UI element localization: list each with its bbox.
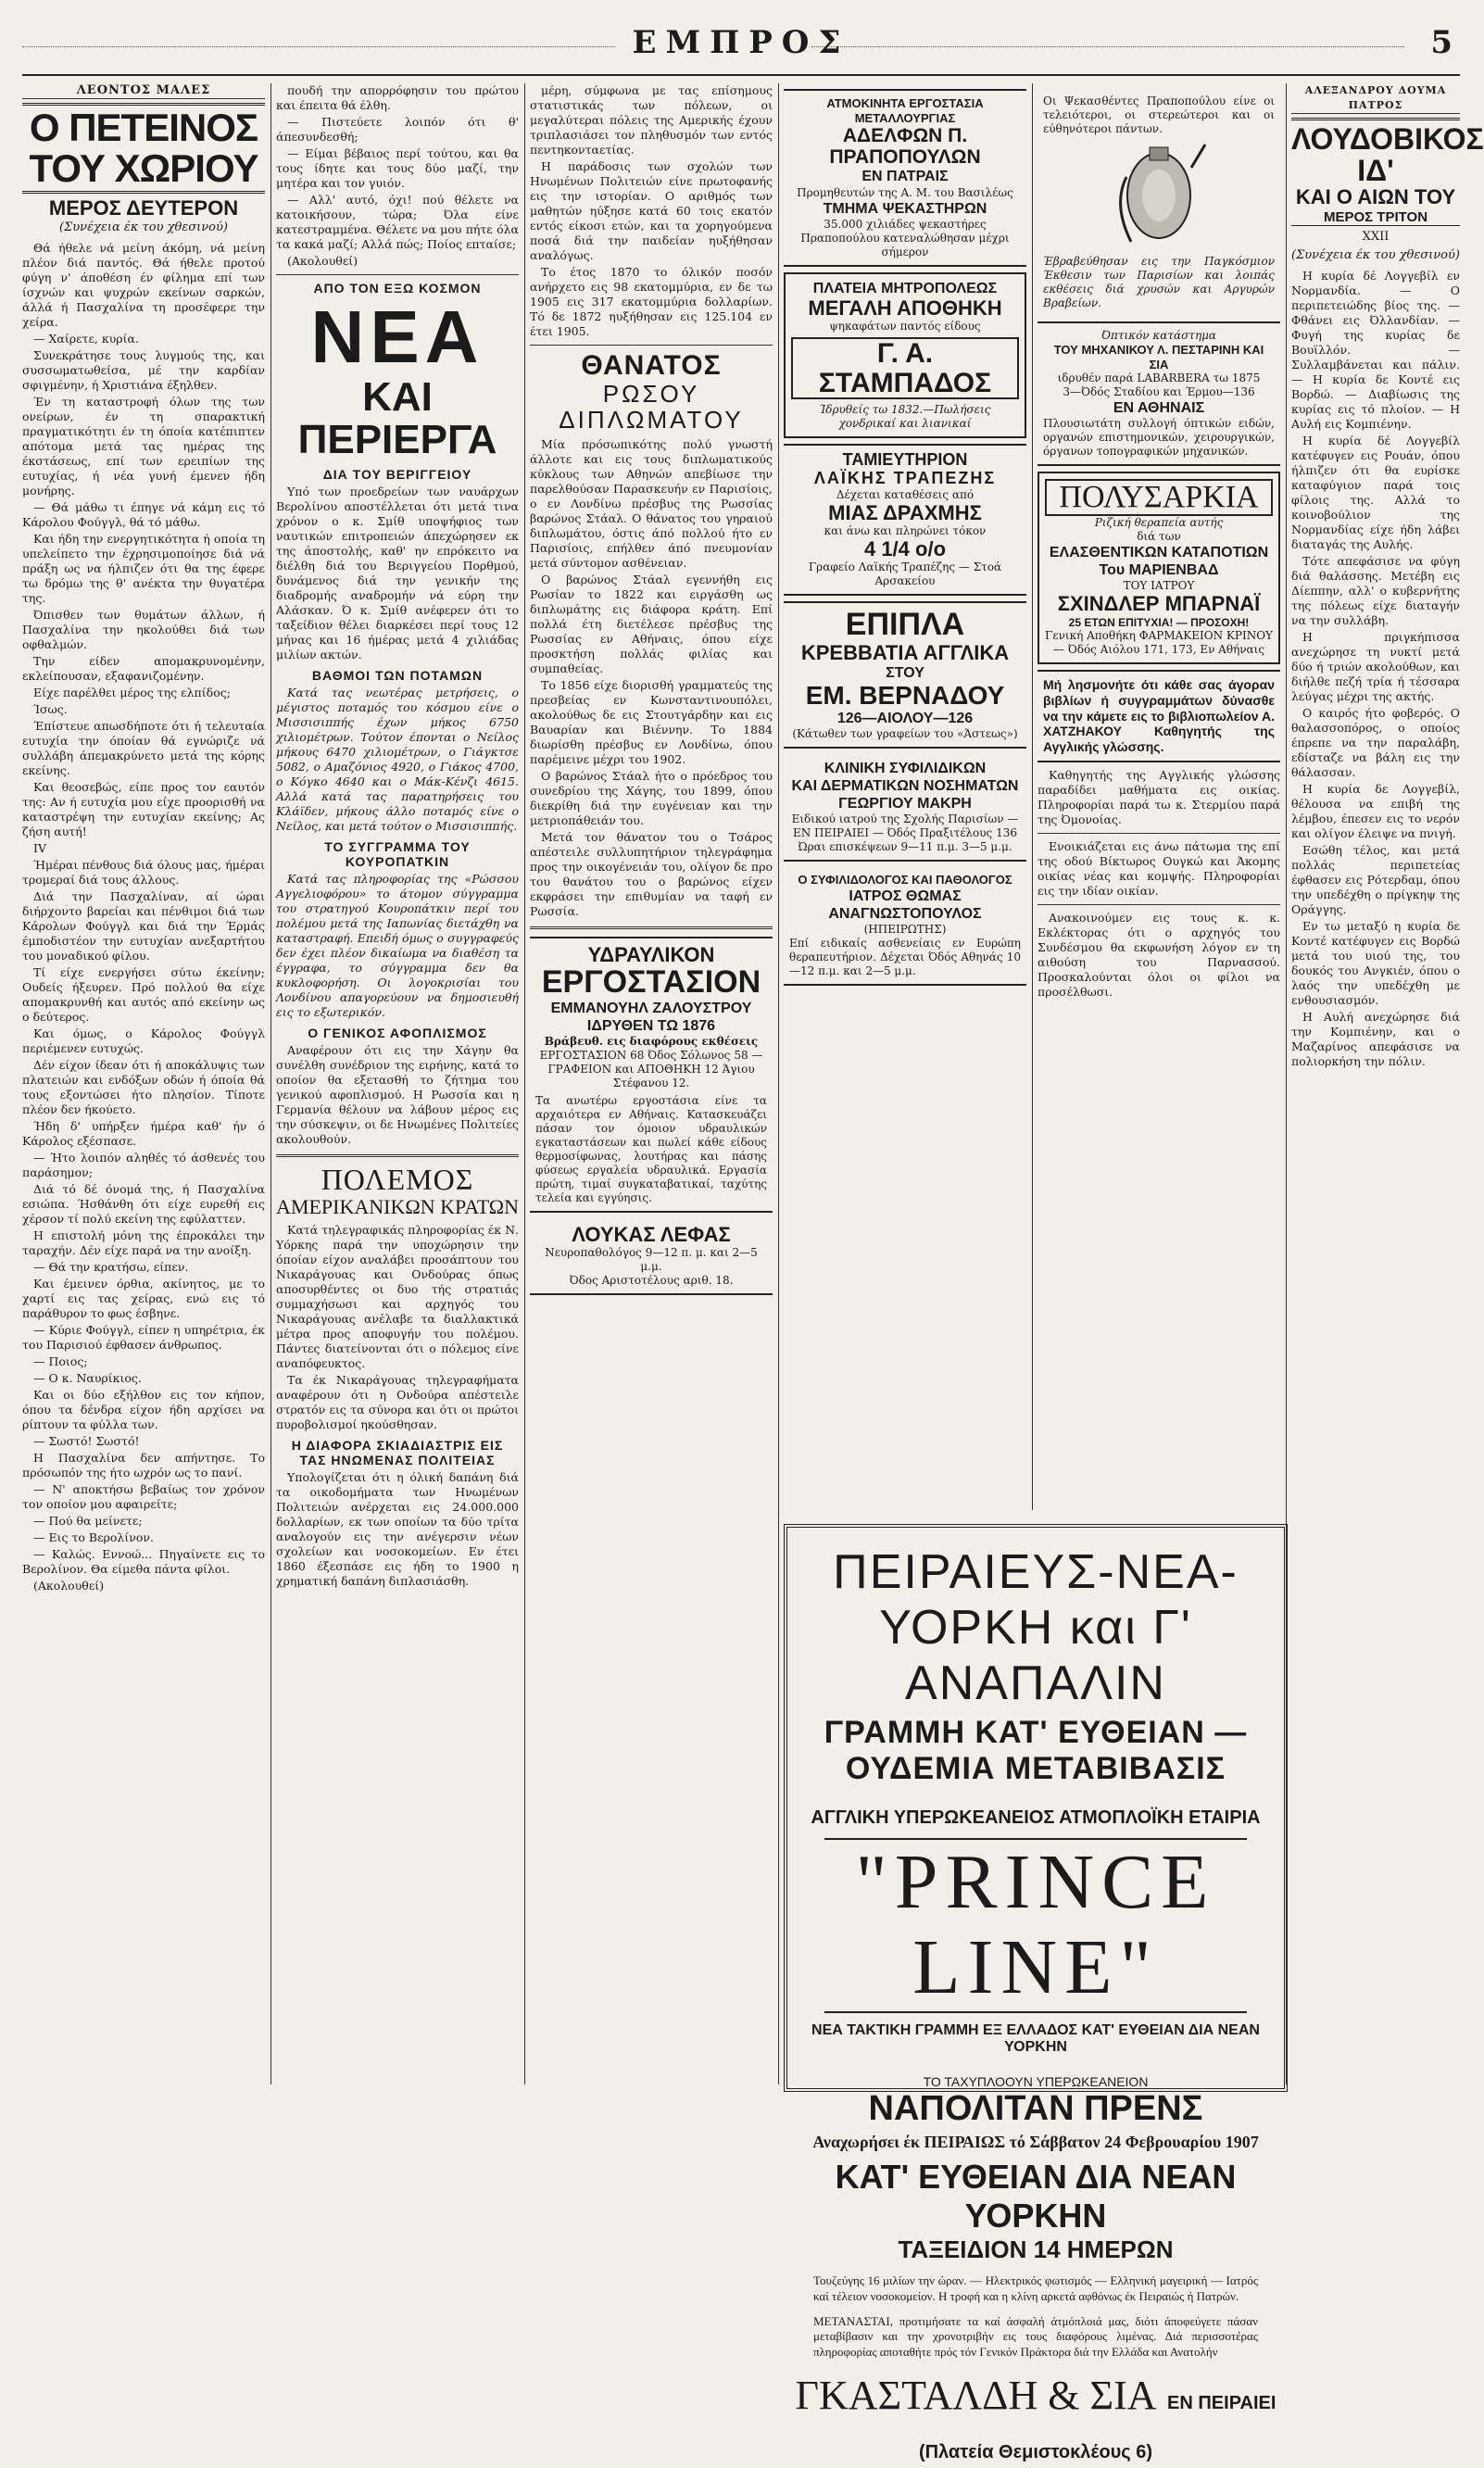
ad-address: ΕΡΓΟΣΤΑΣΙΟΝ 68 Όδος Σόλωνος 58 — ΓΡΑΦΕΙΟΝ και ΑΠΟΘΗΚΗ 12 Άγιου Στέφανου 12.: [539, 1048, 763, 1089]
chapter-number: XXII: [1362, 230, 1390, 245]
paragraph: — Πιστεύετε λοιπόν ότι θ' άπεσυνδεσθή;: [276, 115, 519, 144]
ad-text: ΜΕΓΑΛΗ ΑΠΟΘΗΚΗ: [808, 296, 1002, 320]
paragraph: Ήμέραι πένθους διά όλους μας, ήμέραι τρομεραί διά τους άλλους.: [22, 858, 265, 888]
ad-text: Οι Ψεκασθέντες Πραποπούλου είνε οι τελειότεροι, οι στερεώτεροι και οι εύθηνότεροι πάντων.: [1043, 94, 1275, 135]
page-number: 5: [1430, 24, 1453, 61]
ad-text: ψηκαφάτων παντός είδους: [829, 320, 981, 334]
serial-body: [22, 241, 265, 1593]
paragraph: Η επιστολή μόνη της έπροκάλει την ταραχήν. Δέν είχε παρά να την ανοίξη.: [22, 1228, 265, 1258]
serial-title: ΛΟΥΔΟΒΙΚΟΣ ΙΔ': [1291, 118, 1460, 186]
serial-part: ΜΕΡΟΣ ΤΡΙΤΟΝ: [1291, 210, 1460, 226]
ad-name: ΛΟΥΚΑΣ ΛΕΦΑΣ: [572, 1222, 731, 1246]
ad-title: ΠΟΛΥΣΑΡΚΙΑ: [1045, 479, 1273, 516]
paragraph: Θά ήθελε νά μείνη άκόμη, νά μείνη πλέον διά παντός. Θά ήθελε προτού φύγη ν' άποθέση έν φίλημα επί των ίσχνών και ψυχρών εκείνων σαρκών, άλλά ή Πασχαλίνα τη προσέφερε την χείρα.: [22, 241, 265, 330]
paragraph: Όπισθεν των θυμάτων άλλων, ή Πασχαλίνα την ηκολούθει διά των οφθαλμών.: [22, 608, 265, 652]
ad-founded: ΙΔΡΥΘΕΝ ΤΩ 1876: [586, 1017, 716, 1034]
ship-name: ΝΑΠΟΛΙΤΑΝ ΠΡΕΝΣ: [868, 2088, 1203, 2128]
ad-text: διά των: [1137, 530, 1181, 544]
ad-text: Γραφείο Λαϊκής Τραπέζης — Στοά Αρσακείου: [808, 560, 1002, 588]
author-label: ΑΛΕΞΑΝΔΡΟΥ ΔΟΥΜΑ ΠΑΤΡΟΣ: [1291, 83, 1460, 114]
ad-text: (ΗΠΕΙΡΩΤΗΣ): [863, 923, 947, 937]
article-heading: Η ΔΙΑΦΟΡΑ ΣΚΙΑΔΙΑΣΤΡΙΣ ΕΙΣ ΤΑΣ ΗΝΩΜΕΝΑΣ ΠΟΛΙΤΕΙΑΣ: [291, 1438, 504, 1468]
article-text: Κατά τας πληροφορίας της «Ρώσσου Αγγελιοφόρου» το άτομον σύγγραμμα του στρατηγού Κουροπάτκιν περί του πολέμου μετά της Ιαπωνίας διετάχθη να καταστραφή. Επειδή όμως ο συγγραφεύς δεν έχει πλέον δικαίωμα να διαθέση τα έγγραφα, το σύγγραμμα δεν θα κυκλοφορήση. Οι λογοκρισίαι του Λονδίνου απαγορεύουν να δημοσιευθή εις το εξωτερικόν.: [276, 872, 519, 1020]
paragraph: πουδή την απορρόφησιν του πρώτου και έπειτα θά έλθη.: [276, 83, 519, 112]
ad-text: Νευροπαθολόγος 9—12 π. μ. και 2—5 μ.μ.: [545, 1246, 758, 1274]
ad-optician: [1038, 321, 1280, 466]
paragraph: — Είμαι βέβαιος περί τούτου, και θα τους ίδητε και τους δύο μαζί, την μητέρα και τον γυιόν.: [276, 146, 519, 190]
news-subtitle: ΚΑΙ ΠΕΡΙΕΡΓΑ: [297, 374, 497, 463]
line-name: "PRINCE LINE": [824, 1838, 1247, 2013]
ad-city: ΕΝ ΑΘΗΝΑΙΣ: [1113, 400, 1205, 417]
ad-text: ΠΛΑΤΕΙΑ ΜΗΤΡΟΠΟΛΕΩΣ: [812, 280, 998, 296]
serial-body: [1291, 269, 1460, 1069]
column-news-2: [530, 83, 773, 2094]
ad-title: ΑΤΜΟΚΙΝΗΤΑ ΕΡΓΟΣΤΑΣΙΑ ΜΕΤΑΛΛΟΥΡΓΙΑΣ: [826, 96, 984, 125]
paragraph: — Ν' αποκτήσω βεβαίως τον χρόνον τον οποίον μου αφαιρείτε;: [22, 1482, 265, 1512]
route-title: ΠΕΙΡΑΙΕΥΣ-ΝΕΑ-ΥΟΡΚΗ και Γ' ΑΝΑΠΑΛΙΝ: [833, 1545, 1239, 1710]
ad-text: Επί ειδικαίς ασθενείαις εν Ευρώπη θεραπευτήριον. Δέχεται Όδός Αθηνάς 10—12 π.μ. και 2—5 μ.μ.: [789, 937, 1021, 978]
ad-text: Ειδικού ιατρού της Σχολής Παρισίων — ΕΝ ΠΕΙΡΑΙΕΙ — Όδός Πραξιτέλους 136: [791, 812, 1019, 840]
ad-rate: 4 1/4 ο/ο: [863, 536, 947, 560]
ad-product: Του ΜΑΡΙΕΝΒΑΔ: [1099, 562, 1219, 579]
paragraph: Διά την Πασχαλίναν, αί ώραι διήρχοντο βαρείαι και πένθιμοι διά των Κάρολων Φούγγλ και διά την Έρμάς έμποδιστέον την ευτυχίαν ανεξαρτήτου του μοναδικού φίλου.: [22, 889, 265, 963]
author-label: ΛΕΟΝΤΟΣ ΜΑΛΕΣ: [22, 83, 265, 99]
divider: [530, 926, 773, 929]
paragraph: Συνεκράτησε τους λυγμούς της, και συσσωματωθείσα, μέ την καρδίαν σφιγμένην, ή Χριστιάνα έξηλθεν.: [22, 348, 265, 393]
paragraph: Έν τη καταστροφή όλων της των ονείρων, έν τη σπαρακτική πραγματικότητι έν τη όποία κατέπιπτεν απότομα μετά τας ημέρας της έκστάσεως, επί των ερειπίων της ευτυχίας, ή νέα γυνή έμενεν ήδη μονήρης.: [22, 395, 265, 498]
ad-text: ΣΤΟΥ: [886, 664, 924, 681]
ad-address: 126—ΑΙΟΛΟΥ—126: [836, 710, 974, 726]
paragraph: Και όμως, ο Κάρολος Φούγγλ περιέμενεν ευτυχώς.: [22, 1026, 265, 1056]
ad-bookshop: [1038, 670, 1280, 762]
paragraph: — Θά μάθω τι έπηγε νά κάμη εις τό Κάρολου Φούγγλ, θά τό μάθω.: [22, 500, 265, 530]
paragraph: — Αλλ' αυτό, όχι! πού θέλετε να κατοικήσουν, τώρα; Όλα είνε κατεστραμμένα. Θέλετε να μου πήτε όλα τα κακά μαζί; Αλλά πώς; Ποίος επταίσε;: [276, 193, 519, 251]
paragraph: Η κυρία δε Λογγεβίλ, θέλουσα να επιβή της λέμβου, έπεσεν εις το νερόν και ολίγον έλειψε να πνιγή.: [1291, 782, 1460, 841]
paragraph: — Καλώς. Εννοώ... Πηγαίνετε εις το Βερολίνον. Θα είμεθα πάντα φίλοι.: [22, 1547, 265, 1577]
paragraph: — Πού θα μείνετε;: [33, 1514, 143, 1529]
voyage-days: ΤΑΞΕΙΔΙΟΝ 14 ΗΜΕΡΩΝ: [898, 2235, 1174, 2263]
paragraph: IV: [33, 841, 46, 856]
article-text: Το έτος 1870 το όλικόν ποσόν ανήρχετο εις 98 εκατομμύρια, εν δε τω 1905 εις 317 εκατομμύρια δολλαρίων. Τό δε 1872 ηυξήθησαν εις 125.104 εν έτει 1905.: [530, 265, 773, 338]
ad-title: ΚΛΙΝΙΚΗ ΣΥΦΙΛΙΔΙΚΩΝ: [824, 760, 987, 776]
newspaper-page: [22, 19, 1484, 2463]
article-text: Υπό των προεδρείων των ναυάρχων Βερολίνου αποστέλλεται ότι μετά τινα χρόνον ο κ. Σμίθ υποψήφιος των ναυτικών επιτροπειών άπεχώρησεν εκ της άποστολής, καθ' ην επρόκειτο να διέλθη διά του Βεριγγείου Πορθμού, δυνάμενος διά την γενικήν της διαδρομής αναδρομήν νά εύρη την Αλάσκαν. Ό κ. Σμίθ ανέφερεν ότι το ταξείδιον θέλει διαρκέσει περί τους 12 μήνας και 16 ήμέρας μετά 4 χιλιάδας μιλίων ακτών.: [276, 485, 519, 662]
ad-title: ΕΠΙΠΛΑ: [845, 607, 965, 643]
masthead: [22, 19, 1460, 76]
article-text: Ο βαρώνος Στάαλ ήτο ο πρόεδρος του συνεδρίου της Χάγης, του 1899, όπου διεκρίθη διά την ευγένειαν και την μετριοπάθειάν του.: [530, 768, 773, 827]
ad-text: (Κάτωθεν των γραφείων του «Άστεως»): [792, 726, 1018, 740]
ad-text: Μή λησμονήτε ότι κάθε σας άγοραν βιβλίων ή συγγραμμάτων δύνασθε να την κάμετε εις το βιβλιοπωλείον Α. ΧΑΤΖΗΑΚΟΥ Καθηγητής της Αγγλικής γλώσσης.: [1043, 677, 1275, 755]
ad-title: Ο ΣΥΦΙΛΙΔΟΛΟΓΟΣ ΚΑΙ ΠΑΘΟΛΟΓΟΣ: [798, 873, 1012, 888]
death-subheadline: ΡΩΣΟΥ ΔΙΠΛΩΜΑΤΟΥ: [559, 379, 744, 434]
paragraph: Δέν είχον ίδεαν ότι ή αποκάλυψις των πλατειών και ενδόξων οδών ή όποία θά τους εξοντώσει ήτο πλησίον. Τίποτε πλέον δεν ήκούετο.: [22, 1058, 265, 1117]
divider: [276, 274, 519, 275]
column-divider: [524, 83, 525, 2084]
serial-part: ΜΕΡΟΣ ΔΕΥΤΕΡΟΝ: [48, 196, 239, 220]
ad-metallurgy: [784, 89, 1026, 267]
ship-prefix: ΤΟ ΤΑΧΥΠΛΟΟΥΝ ΥΠΕΡΩΚΕΑΝΕΙΟΝ: [923, 2073, 1149, 2089]
paragraph: Και οι δύο εξήλθον εις τον κήπον, όπου τα δένδρα είχον ήδη αρχίσει να ρίπτουν τα φύλλα των.: [22, 1388, 265, 1432]
classified-text: Καθηγητής της Αγγλικής γλώσσης παραδίδει μαθήματα εις οικίας. Πληροφορίαι παρά τω κ. Στερμίου παρά της Όμονοίας.: [1038, 768, 1280, 826]
ad-title: ΕΡΓΟΣΤΑΣΙΟΝ: [541, 963, 761, 1000]
column-news: [276, 83, 519, 2094]
serial-continuation-end: [276, 83, 519, 269]
war-subheadline: ΑΜΕΡΙΚΑΝΙΚΩΝ ΚΡΑΤΩΝ: [276, 1194, 519, 1218]
serial-continuation: (Συνέχεια έκ του χθεσινού): [1291, 248, 1460, 263]
ad-text: Τα ανωτέρω εργοστάσια είνε τα αρχαιότερα εν Αθήναις. Κατασκευάζει πάσαν τον όμοιον υδραυλικών εγκαταστάσεων και πωλεί κάθε είδους θερμοσίφωνας, λουτήρας και πάσης φύσεως εργαλεία υδραυλικά. Εργασία πρώτη, τιμαί συγκαταβατικαί, ταχύτης τελεία και εγγύησις.: [535, 1093, 767, 1204]
article-text: Κατά τας νεωτέρας μετρήσεις, ο μέγιστος ποταμός του κόσμου είνε ο Μισσισιππής έχων μήκος 6750 χιλιομέτρων. Τούτον έπονται ο Νείλος μήκους 6470 χιλιομέτρων, ο Γιάγκτσε 5082, ο Αμαζόνιος 4920, ο Γιάκος 4700, ο Κόγκο 4640 και ο Μάκ-Κένζι 4615. Αλλά κατά τας παρατηρήσεις του Κλάϊδεν, μήκους άλλο ποταμός είνε ο Νείλος, και μετά τούτον ο Μισσισιππής.: [276, 686, 519, 834]
article-heading: ΤΟ ΣΥΓΓΡΑΜΜΑ ΤΟΥ ΚΟΥΡΟΠΑΤΚΙΝ: [324, 839, 471, 870]
sprayer-illustration: [1108, 140, 1210, 251]
paragraph: Διά τό δέ όνομά της, ή Πασχαλίνα εσιώπα. Ήσθάνθη ότι είχε ευρεθή εις χέρσον τί πολύ εκείνη της εφύλαττεν.: [22, 1182, 265, 1227]
paragraph: Εσώθη τέλος, και μετά πολλάς περιπετείας έφθασεν εις Ρότερδαμ, όπου την υπεδέχθη ο πρίγκηψ της Οράγγης.: [1291, 843, 1460, 917]
paragraph: Η Πασχαλίνα δεν απήντησε. Το πρόσωπόν της ήτο ωχρόν ως το πανί.: [22, 1451, 265, 1480]
ad-dept: ΤΜΗΜΑ ΨΕΚΑΣΤΗΡΩΝ: [823, 200, 987, 217]
ad-text: Δέχεται καταθέσεις από: [836, 487, 975, 501]
ad-hydraulic: [530, 937, 773, 1213]
sprayer-icon: [1108, 140, 1210, 251]
ad-title: ΛΑΪΚΗΣ ΤΡΑΠΕΖΗΣ: [813, 468, 997, 487]
divider: [276, 1154, 519, 1157]
ad-text: Τουζεύγης 16 μιλίων την ώραν. — Ηλεκτρικός φωτισμός — Ελληνική μαγειρική — Ιατρός καί τέλειον νοσοκομείον. Η τροφή και η κλίνη αρκετά αφθόνως έκ Πειραιώς ή Πατρών.: [813, 2273, 1258, 2303]
ad-name: ΙΑΤΡΟΣ ΘΩΜΑΣ ΑΝΑΓΝΩΣΤΟΠΟΥΛΟΣ: [828, 888, 982, 923]
paragraph: — Ποιος;: [33, 1354, 88, 1369]
route-subtitle: ΓΡΑΜΜΗ ΚΑΤ' ΕΥΘΕΙΑΝ — ΟΥΔΕΜΙΑ ΜΕΤΑΒΙΒΑΣΙΣ: [824, 1715, 1248, 1786]
war-headline: ΠΟΛΕΜΟΣ: [321, 1163, 474, 1197]
ad-text: Ώραι επισκέψεων 9—11 π.μ. 3—5 μ.μ.: [798, 840, 1012, 854]
ad-text: Πλουσιωτάτη συλλογή όπτικών ειδών, οργανών επιστημονικών, χειρουργικών, όργανων τοπογραφικών μηχανικών.: [1043, 417, 1275, 459]
article-text: Κατά τηλεγραφικάς πληροφορίας έκ Ν. Υόρκης παρά την υποχώρησιν την όποίαν είχον αναλάβει προσάπτουν του Νικαράγουας και Ονδούρας όπως αποσυρθέντες οι δυο τής στρατιάς συμμαχήσωσι και αρχηγός του Νικαράγουας ανέλαβε τα διαλλακτικά μέτρα προς αποφυγήν του πολέμου. Πάντες διατείνονται ότι ο πόλεμος είνε αναπόφευκτος.: [276, 1223, 519, 1371]
paragraph: Και έμεινεν όρθια, ακίνητος, με το χαρτί εις τας χείρας, ενώ εις τό παράθυρον το φως έσβηνε.: [22, 1277, 265, 1321]
column-divider: [1032, 83, 1033, 1510]
paragraph: Και ήδη την ενεργητικότητα ή οποία τη υπελείπετο την έχρησιμοποίησε διά νά πράξη ως να ήλπιζεν ότι θα της έφερε τω δρόμω της θ' ανέκτα την θυγατέρα της.: [22, 532, 265, 606]
serial-continuation: (Συνέχεια έκ του χθεσινού): [59, 220, 228, 235]
article-text: Υπολογίζεται ότι η όλική δαπάνη διά τα οικοδομήματα των Ηνωμένων Πολιτειών ανέρχεται εις 24.000.000 δολλαρίων, εκ των οποίων τα δύο τρίτα αναλογούν εις την ανέγερσιν νέων σχολείων και νοσοκομείων. Εν έτει 1860 έξεσπάσε εις ήδη το 1900 η χρηματική δαπάνη διπλασιάσθη.: [276, 1470, 519, 1589]
ad-physician: [784, 867, 1026, 986]
paragraph: Ίσως.: [33, 702, 68, 717]
article-text: μέρη, σύμφωνα με τας επίσημους στατιστικάς των πόλεων, οι μεγαλύτεραι πόλεις της Αμερικής έχουν τριπλασιάσει τον πληθυσμόν των εντός πεντηκονταετίας.: [530, 83, 773, 157]
paragraph: — Ήτο λοιπόν αληθές τό άσθενές του παράσημον;: [22, 1151, 265, 1180]
article-text: Η παράδοσις των σχολών των Ηνωμένων Πολιτειών είνε πρωτοφανής εις την ιστορίαν. Ο αριθμός των μαθητών ηύξησε κατά 60 τοις εκατόν εντός είκοσι ετών, και τα χορηγούμενα ποσά διά την παιδείαν ηυξήθησαν αναλόγως.: [530, 159, 773, 262]
agent-name: [787, 2370, 1284, 2468]
ad-furniture: [784, 601, 1026, 749]
serial-subtitle: ΚΑΙ Ο ΑΙΩΝ ΤΟΥ: [1295, 185, 1456, 209]
ad-title: ΤΟΥ ΜΗΧΑΝΙΚΟΥ Λ. ΠΕΣΤΑΡΙΝΗ ΚΑΙ ΣΙΑ: [1053, 343, 1264, 371]
ad-text: ΜΙΑΣ ΔΡΑΧΜΗΣ: [828, 500, 982, 524]
ad-text: Προμηθευτών της Α. Μ. του Βασιλέως: [797, 185, 1013, 199]
column-divider: [270, 83, 271, 2084]
article-heading: Ο ΓΕΝΙΚΟΣ ΑΦΟΠΛΙΣΜΟΣ: [308, 1026, 487, 1041]
paragraph: — Ο κ. Ναυρίκιος.: [33, 1371, 142, 1386]
line-tag: ΝΕΑ ΤΑΚΤΙΚΗ ΓΡΑΜΜΗ ΕΞ ΕΛΛΑΔΟΣ ΚΑΤ' ΕΥΘΕΙΑΝ ΔΙΑ ΝΕΑΝ ΥΟΡΚΗΝ: [811, 2021, 1260, 2055]
ad-prince-line: [784, 1524, 1288, 2463]
news-title: ΝΕΑ: [310, 296, 484, 378]
ad-text: Όπτικόν κατάστημα: [1100, 329, 1217, 342]
ad-text: Έβραβεύθησαν εις την Παγκόσμιον Έκθεσιν των Παρισίων και λοιπάς εκθέσεις διά χρυσών και Αργυρών Βραβείων.: [1043, 255, 1275, 309]
paragraph: Την είδεν απομακρυνομένην, εκλείπουσαν, εξαφανιζομένην.: [22, 654, 265, 684]
paragraph: — Κύριε Φούγγλ, είπεν η υπηρέτρια, έκ του Παρισιού έφθασεν άνθρωπος.: [22, 1323, 265, 1353]
paragraph: Είχε παρέλθει μέρος της ελπίδος;: [33, 686, 231, 700]
article-text: Αναφέρουν ότι εις την Χάγην θα συνέλθη συνέδριον της ειρήνης, κατά το οποίον θα εξετασθή το ζήτημα του γενικού αφοπλισμού. Η Ρωσσία και η Γερμανία θέλουν να λάβουν μέρος εις την σύσκεψιν, οι δε Ηνωμένες Πολιτείες ακολουθούν.: [276, 1043, 519, 1147]
ad-doctor: ΣΧΙΝΔΛΕΡ ΜΠΑΡΝΑΪ: [1057, 592, 1261, 616]
article-heading: ΒΑΘΜΟΙ ΤΩΝ ΠΟΤΑΜΩΝ: [311, 668, 484, 684]
paragraph: Η κυρία δέ Λογγεβίλ εν Νορμανδία. — Ο περιπετειώδης βίος της. — Φθάνει εις Όλλανδίαν. — Φυγή της κυρίας δε Βουϊλλόν. — Συλλαμβάνεται και πάλιν. — Η κυρία δε Κοντέ εις Βορδώ. — Διαβίωσις της κυρίας εις τό πλοίον. — Η Αυλή εις Κομπιένην.: [1291, 269, 1460, 432]
section-header: ΑΠΟ ΤΟΝ ΕΞΩ ΚΟΣΜΟΝ: [313, 281, 482, 296]
newspaper-title: ΕΜΠΡΟΣ: [632, 24, 850, 61]
ad-name: ΓΕΩΡΓΙΟΥ ΜΑΚΡΗ: [838, 796, 972, 812]
divider: [1038, 904, 1280, 905]
agent-label: ΓΚΑΣΤΑΛΔΗ & ΣΙΑ: [795, 2373, 1157, 2419]
direct-route: ΚΑΤ' ΕΥΘΕΙΑΝ ΔΙΑ ΝΕΑΝ ΥΟΡΚΗΝ: [835, 2157, 1237, 2235]
departure: Αναχωρήσει έκ ΠΕΙΡΑΙΩΣ τό Σάββατον 24 Φεβρουαρίου 1907: [812, 2132, 1259, 2151]
ad-text: Ριζική θεραπεία αυτής: [1094, 516, 1224, 530]
ad-text: και άνω και πληρώνει τόκον: [824, 523, 987, 537]
article-heading: ΔΙΑ ΤΟΥ ΒΕΡΙΓΓΕΙΟΥ: [322, 467, 472, 483]
paragraph: Η κυρία δέ Λογγεβίλ κατέφυγεν εις Ρουάν, όπου ήλπιζεν ότι θα ευρίσκε καταφύγιον παρά τοις φίλοις της. Αλλά το κοινοβούλιον της Νορμανδίας είχε ήδη λάβει διαταγάς της Αυλής.: [1291, 434, 1460, 552]
classified-text: Ενοικιάζεται εις άνω πάτωμα της επί της οδού Βίκτωρος Ουγκώ και Άκομης οικίας νέας και κομψής. Πληροφορίαι εις την ιδίαν οικίαν.: [1038, 839, 1280, 898]
ad-title: ΥΔΡΑΥΛΙΚΟΝ: [587, 942, 715, 966]
ad-clinic: [784, 754, 1026, 863]
ad-brand: Γ. Α. ΣΤΑΜΠΑΔΟΣ: [791, 337, 1019, 399]
ad-text: ΜΕΤΑΝΑΣΤΑΙ, προτιμήσατε τα καί άσφαλή άτμόπλοιά μας, διότι άποφεύγετε πάσαν μεταβίβασιν και την χρονοτριβήν εις τους διαφόρους λιμένας. Διά περισσοτέρας πληροφορίας αποταθήτε πρός τόν Γενικόν Πράκτορα διά την Ελλάδα και Ανατολήν: [813, 2313, 1258, 2360]
ad-name: ΕΜΜΑΝΟΥΗΛ ΖΑΛΟΥΣΤΡΟΥ: [550, 1000, 752, 1016]
paragraph: (Ακολουθεί): [33, 1579, 105, 1593]
ad-text: Γενική Αποθήκη ΦΑΡΜΑΚΕΙΟΝ ΚΡΙΝΟΥ — Όδός Αιόλου 171, 173, Εν Αθήναις: [1045, 629, 1273, 657]
ad-text: ιδρυθέν παρά LABARBERA τω 1875: [1057, 371, 1261, 385]
ad-text: Βράβευθ. εις διαφόρους εκθέσεις: [544, 1034, 759, 1048]
article-text: Ο βαρώνος Στάαλ εγεννήθη εις Ρωσίαν το 1822 και ειργάσθη ως διπλωμάτης εις διάφορα κράτη. Επί πολλά έτη διετέλεσε πρέσβυς της Ρωσσίας εν Αθήναις, όπου είχε προσκτήση πολλάς φιλίας και συμπαθείας.: [530, 572, 773, 675]
ad-savings-bank: [784, 444, 1026, 596]
paragraph: Και θεοσεβώς, είπε προς τον εαυτόν της: Αν ή ευτυχία μου είχε προορισθή να καταστρέψη την ευτυχίαν εκείνης; Ας ζήση αυτή!: [22, 780, 265, 839]
ad-doctor: [530, 1218, 773, 1295]
article-text: Μία πρόσωπικότης πολύ γνωστή άλλοτε και εις τους διπλωματικούς κύκλους των Αθηνών απεβίωσε την παρελθούσαν Παρασκευήν εν Παρισίοις, ο εν Λονδίνω πρέσβυς της Ρωσσίας βαρώνος Στάαλ. Ο θάνατος του γηραιού διπλωμάτου, όστις άπό πολλού ήτο εν Παρισίοις, επήλθεν άπό πνευμονίαν μετά σύντομον ασθένειαν.: [530, 436, 773, 570]
paragraph: Η πριγκήπισσα ανεχώρησε τη νυκτί μετά δύο ή τριών ακολούθων, και διήλθε πεζή τρία ή τέσσαρα λεύγας μέχρι της ακτής.: [1291, 630, 1460, 704]
paragraph: Η Αυλή ανεχώρησε διά την Κομπιένην, και ο Μαζαρίνος απεφάσισε να πολιορκήση την πόλιν.: [1291, 1010, 1460, 1069]
ad-name: ΕΜ. ΒΕΡΝΑΔΟΥ: [805, 681, 1005, 711]
paragraph: Ο καιρός ήτο φοβερός. Ο θαλασσοπόρος, ο οποίος έπρεπε να την παραλάβη, εδίσταζε να βάλη εις την θάλασσαν.: [1291, 706, 1460, 780]
ad-text: 25 ΕΤΩΝ ΕΠΙΤΥΧΙΑ! — ΠΡΟΣΟΧΗ!: [1068, 615, 1250, 629]
column-serial-2: [1291, 83, 1484, 2094]
divider: [1038, 833, 1280, 834]
column-serial-novel: [22, 83, 265, 2094]
ad-title: ΚΡΕΒΒΑΤΙΑ ΑΓΓΛΙΚΑ: [800, 640, 1010, 664]
ad-title: ΚΑΙ ΔΕΡΜΑΤΙΚΩΝ ΝΟΣΗΜΑΤΩΝ: [791, 777, 1019, 794]
ad-stampados: [784, 272, 1026, 438]
serial-title: Ο ΠΕΤΕΙΝΟΣ ΤΟΥ ΧΩΡΙΟΥ: [22, 103, 265, 194]
agent-address: ΕΝ ΠΕΙΡΑΙΕΙ (Πλατεία Θεμιστοκλέους 6): [918, 2393, 1276, 2463]
ad-address: 3—Όδός Σταδίου και Έρμου—136: [1063, 385, 1255, 399]
death-headline: ΘΑΝΑΤΟΣ: [581, 350, 722, 381]
paragraph: — Εις το Βερολίνον.: [33, 1530, 154, 1545]
paragraph: Τότε απεφάσισε να φύγη διά θαλάσσης. Μετέβη εις Δίεππην, αλλ' ο κυβερνήτης της πόλεως είχε διαταγήν να την συλλάβη.: [1291, 554, 1460, 628]
ad-product: ΕΛΑΣΘΕΝΤΙΚΩΝ ΚΑΤΑΠΟΤΙΩΝ: [1049, 545, 1269, 561]
paragraph: — Χαίρετε, κυρία.: [33, 332, 139, 346]
paragraph: Έπίστευε απωσδήποτε ότι ή τελευταία ευτυχία την όποίαν θά εγνώριζε νά συλλάβη άπεμακρύνετο μετά της κόρης εκείνης.: [22, 719, 265, 778]
paragraph: — Σωστό! Σωστό!: [33, 1434, 140, 1449]
ad-obesity: [1038, 472, 1280, 664]
paragraph: Τί είχε ενεργήσει σύτω έκείνην; Ουδείς ήξευρεν. Πρό πολλού θα είχε απομακρυνθή και αυτός από εκείνην ως ο δεύτερος.: [22, 965, 265, 1025]
article-text: Μετά τον θάνατον του ο Τσάρος απέστειλε συλλυπητήριον τηλεγράφημα προς την οικογένειάν του, ολίγον δε προ του θανάτου του ο βαρώνος είχεν εκφράσει την επιθυμίαν να ταφή εν Ρωσσία.: [530, 829, 773, 918]
ad-title: ΑΔΕΛΦΩΝ Π. ΠΡΑΠΟΠΟΥΛΩΝ: [829, 125, 981, 169]
column-ads-1: [784, 83, 1026, 1515]
ad-sprayers-detail: [1038, 89, 1280, 316]
paragraph: — Θά την κρατήσω, είπεν.: [33, 1260, 189, 1275]
divider: [530, 345, 773, 346]
ad-text: ΤΟΥ ΙΑΤΡΟΥ: [1123, 579, 1195, 593]
ad-city: ΕΝ ΠΑΤΡΑΙΣ: [861, 169, 949, 185]
classified-text: Ανακοινούμεν εις τους κ. κ. Εκλέκτορας ότι ο αρχηγός του Συνδέσμου θα εκφωνήση λόγον εν τη αιθούση του Παρνασσού. Προσκαλούνται όλοι οι φίλοι να προσέλθωσι.: [1038, 911, 1280, 999]
ad-text: 35.000 χιλιάδες ψεκαστήρες Πραποπούλου κατεναλώθησαν μέχρι σήμερον: [800, 217, 1010, 258]
ad-address: Όδος Αριστοτέλους αριθ. 18.: [569, 1274, 734, 1288]
paragraph: Ήδη δ' υπήρξεν ήμέρα καθ' ήν ό Κάρολος εξέσπασε.: [22, 1119, 265, 1149]
article-text: Τα έκ Νικαράγουας τηλεγραφήματα αναφέρουν ότι η Ονδούρα απέστειλε στρατόν εις τα σύνορα και ότι οι πρώτοι πυροβολισμοί ηκούσθησαν.: [276, 1373, 519, 1432]
column-ads-2: [1038, 83, 1280, 1515]
article-text: Το 1856 είχε διορισθή γραμματεύς της πρεσβείας εν Κωνσταντινουπόλει, ακολούθως δε εις Στουτγάρδην και εις Βαυαρίαν και Βιέννην. Το 1884 διωρίσθη πρέσβυς εν Λονδίνω, όπου παρέμεινε μέχρι του 1902.: [530, 677, 773, 766]
ad-title: ΤΑΜΙΕΥΤΗΡΙΟΝ: [842, 450, 968, 470]
company-name: ΑΓΓΛΙΚΗ ΥΠΕΡΩΚΕΑΝΕΙΟΣ ΑΤΜΟΠΛΟΪΚΗ ΕΤΑΙΡΙΑ: [811, 1807, 1261, 1828]
paragraph: Εν τω μεταξύ η κυρία δε Κοντέ κατέφυγεν εις Βορδώ μετά του υιού της, του δουκός του Ανγκιέν, όπου ο λαός την υπεδέχθη με ενθουσιασμόν.: [1291, 919, 1460, 1008]
paragraph: (Ακολουθεί): [287, 254, 358, 268]
column-divider: [778, 83, 779, 2084]
ad-text: Ίδρυθείς τω 1832.—Πωλήσεις χονδρικαί και λιανικαί: [819, 403, 991, 431]
